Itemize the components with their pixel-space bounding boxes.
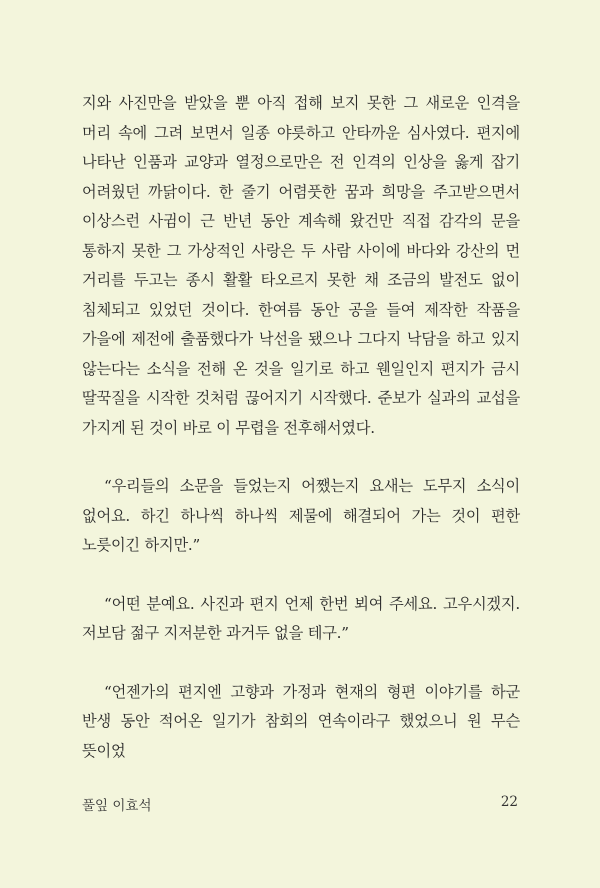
footer-page-number: 22 <box>500 794 518 810</box>
paragraph-1: 지와 사진만을 받았을 뿐 아직 접해 보지 못한 그 새로운 인격을 머리 속에 그려 보면서 일종 야릇하고 안타까운 심사였다. 편지에 나타난 인품과 교양과 열정으로만은 전 인격의 인상을 옳게 잡기 어려웠던 까닭이다. 한 줄기 어렴풋한 꿈과 희망을 주고받으면서 이상스런 사귐이 근 반년 동안 계속해 왔건만 직접 감각의 문을 통하지 못한 그 가상적인 사랑은 두 사람 사이에 바다와 강산의 먼 거리를 두고는 종시 활활 타오르지 못한 채 조금의 발전도 없이 침체되고 있었던 것이다. 한여름 동안 공을 들여 제작한 작품을 가을에 제전에 출품했다가 낙선을 됐으나 그다지 낙담을 하고 있지 않는다는 소식을 전해 온 것을 일기로 하고 웬일인지 편지가 금시 딸꾹질을 시작한 것처럼 끊어지기 시작했다. 준보가 실과의 교섭을 가지게 된 것이 바로 이 무렵을 전후해서였다. <box>82 94 520 437</box>
paragraph-2: “우리들의 소문을 들었는지 어쨌는지 요새는 도무지 소식이 없어요. 하긴 하나씩 하나씩 제물에 해결되어 가는 것이 편한 노릇이긴 하지만.” <box>82 477 520 554</box>
page-body <box>82 89 520 766</box>
footer-book-title: 풀잎 이효석 <box>82 798 152 814</box>
paragraph-4: “언젠가의 편지엔 고향과 가정과 현재의 형편 이야기를 하군 반생 동안 적어온 일기가 참회의 연속이라구 했었으니 원 무슨 뜻이었 <box>82 682 520 760</box>
paragraph-3: “어떤 분예요. 사진과 편지 언제 한번 뵈여 주세요. 고우시겠지. 저보담 젊구 지저분한 과거두 없을 테구.” <box>82 594 520 642</box>
